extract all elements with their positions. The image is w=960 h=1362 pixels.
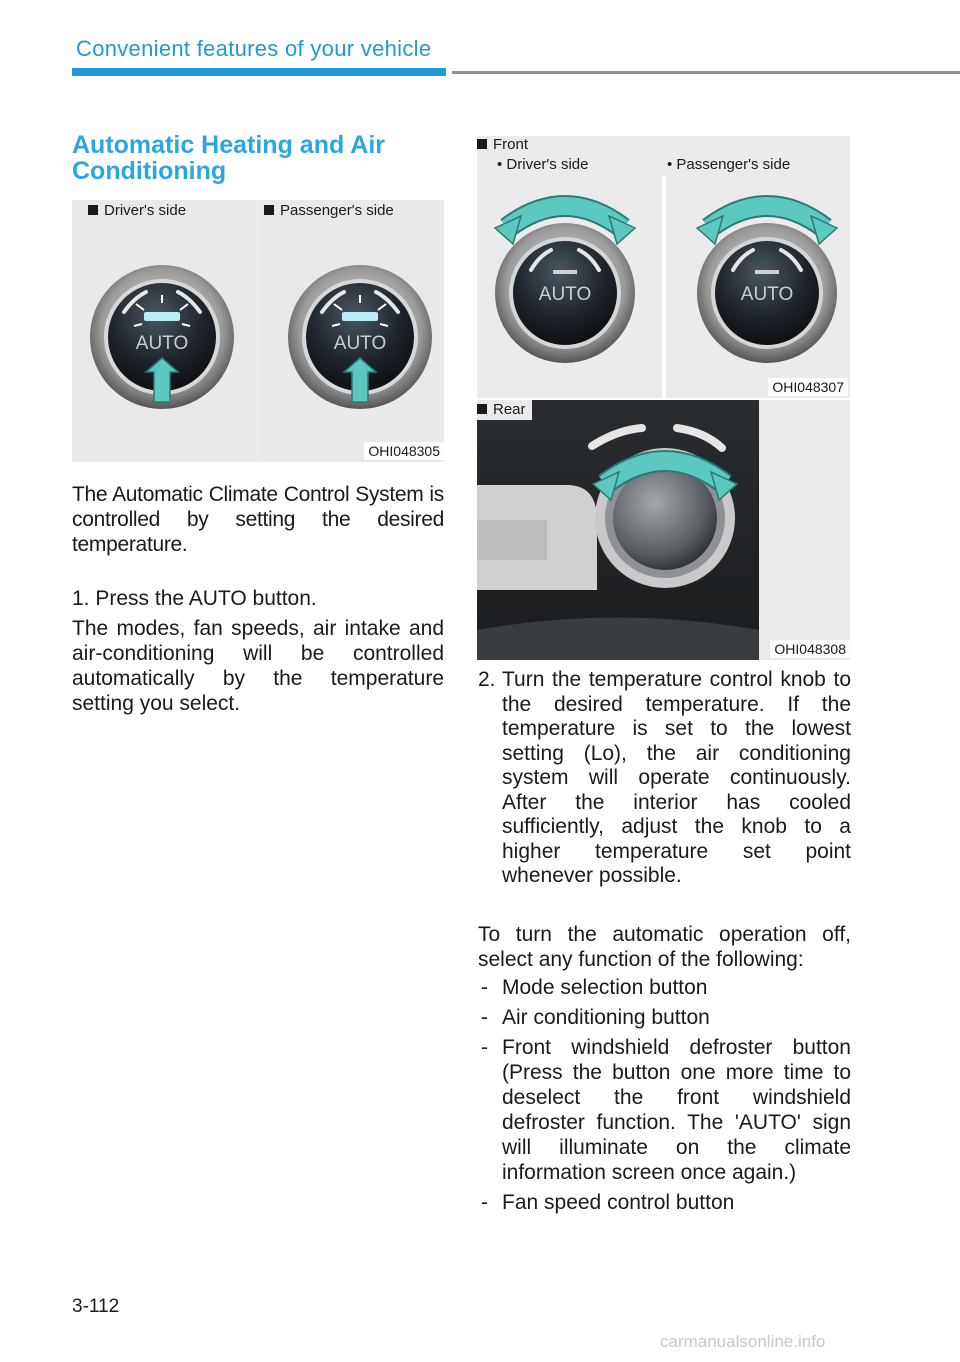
figure-front-knobs <box>477 136 850 398</box>
list-item: - Fan speed control button <box>481 1191 735 1214</box>
list-item: - Mode selection button <box>481 976 708 999</box>
front-passengers-label: • Passenger's side <box>667 156 791 173</box>
figure-rear-knob <box>477 400 850 660</box>
section-heading: Automatic Heating and Air Conditioning <box>72 131 385 185</box>
step-2-text: Turn the temperature control knob to the desired temperature. If the temperature is set to the lowest setting (Lo), the air conditioning system will operate continuously. After the interior has cooled sufficiently, adjust the knob to a higher temperature set point whenever possible. <box>502 668 851 887</box>
step-2 <box>478 668 851 889</box>
figure-auto-drivers-panel <box>72 200 256 462</box>
figure-code: OHI048305 <box>364 442 444 460</box>
intro-paragraph: The Automatic Climate Control System is controlled by setting the desired temperature. <box>72 483 444 556</box>
figure-code: OHI048308 <box>770 640 850 658</box>
figure-auto-button <box>72 200 444 462</box>
rear-knob-illustration <box>477 400 850 660</box>
running-header: Convenient features of your vehicle <box>76 36 432 61</box>
watermark: carmanualsonline.info <box>660 1332 826 1351</box>
list-item: - Front windshield defroster button (Press the button one more time to deselect the front windshield defroster function. The 'AUTO' sign will illuminate on the climate information screen once again.) <box>481 1036 851 1184</box>
auto-off-list <box>478 975 851 1220</box>
rear-group-label: Rear <box>477 400 532 420</box>
step-1-detail: The modes, fan speeds, air intake and air-conditioning will be controlled automatically by the temperature setting you select. <box>72 617 444 715</box>
list-item: - Air conditioning button <box>481 1006 710 1029</box>
header-accent-bar <box>72 68 446 76</box>
figure-code: OHI048307 <box>768 378 848 396</box>
front-knobs-illustration <box>477 136 850 398</box>
step-2-number: 2. <box>478 668 496 691</box>
auto-knob-passengers-illustration <box>260 200 444 462</box>
passengers-side-label: Passenger's side <box>264 202 394 219</box>
header-rule <box>452 71 960 74</box>
svg-text:AUTO: AUTO <box>135 333 189 354</box>
step-1: 1. Press the AUTO button. <box>72 587 317 610</box>
svg-text:AUTO: AUTO <box>538 284 592 305</box>
front-drivers-label: • Driver's side <box>497 156 589 173</box>
auto-off-intro: To turn the automatic operation off, select any function of the following: <box>478 923 851 971</box>
svg-text:AUTO: AUTO <box>740 284 794 305</box>
page-number: 3-112 <box>72 1296 120 1317</box>
auto-knob-drivers-illustration <box>72 200 256 462</box>
front-group-label: Front <box>477 136 528 153</box>
figure-auto-passengers-panel <box>260 200 444 462</box>
svg-text:AUTO: AUTO <box>333 333 387 354</box>
drivers-side-label: Driver's side <box>88 202 186 219</box>
